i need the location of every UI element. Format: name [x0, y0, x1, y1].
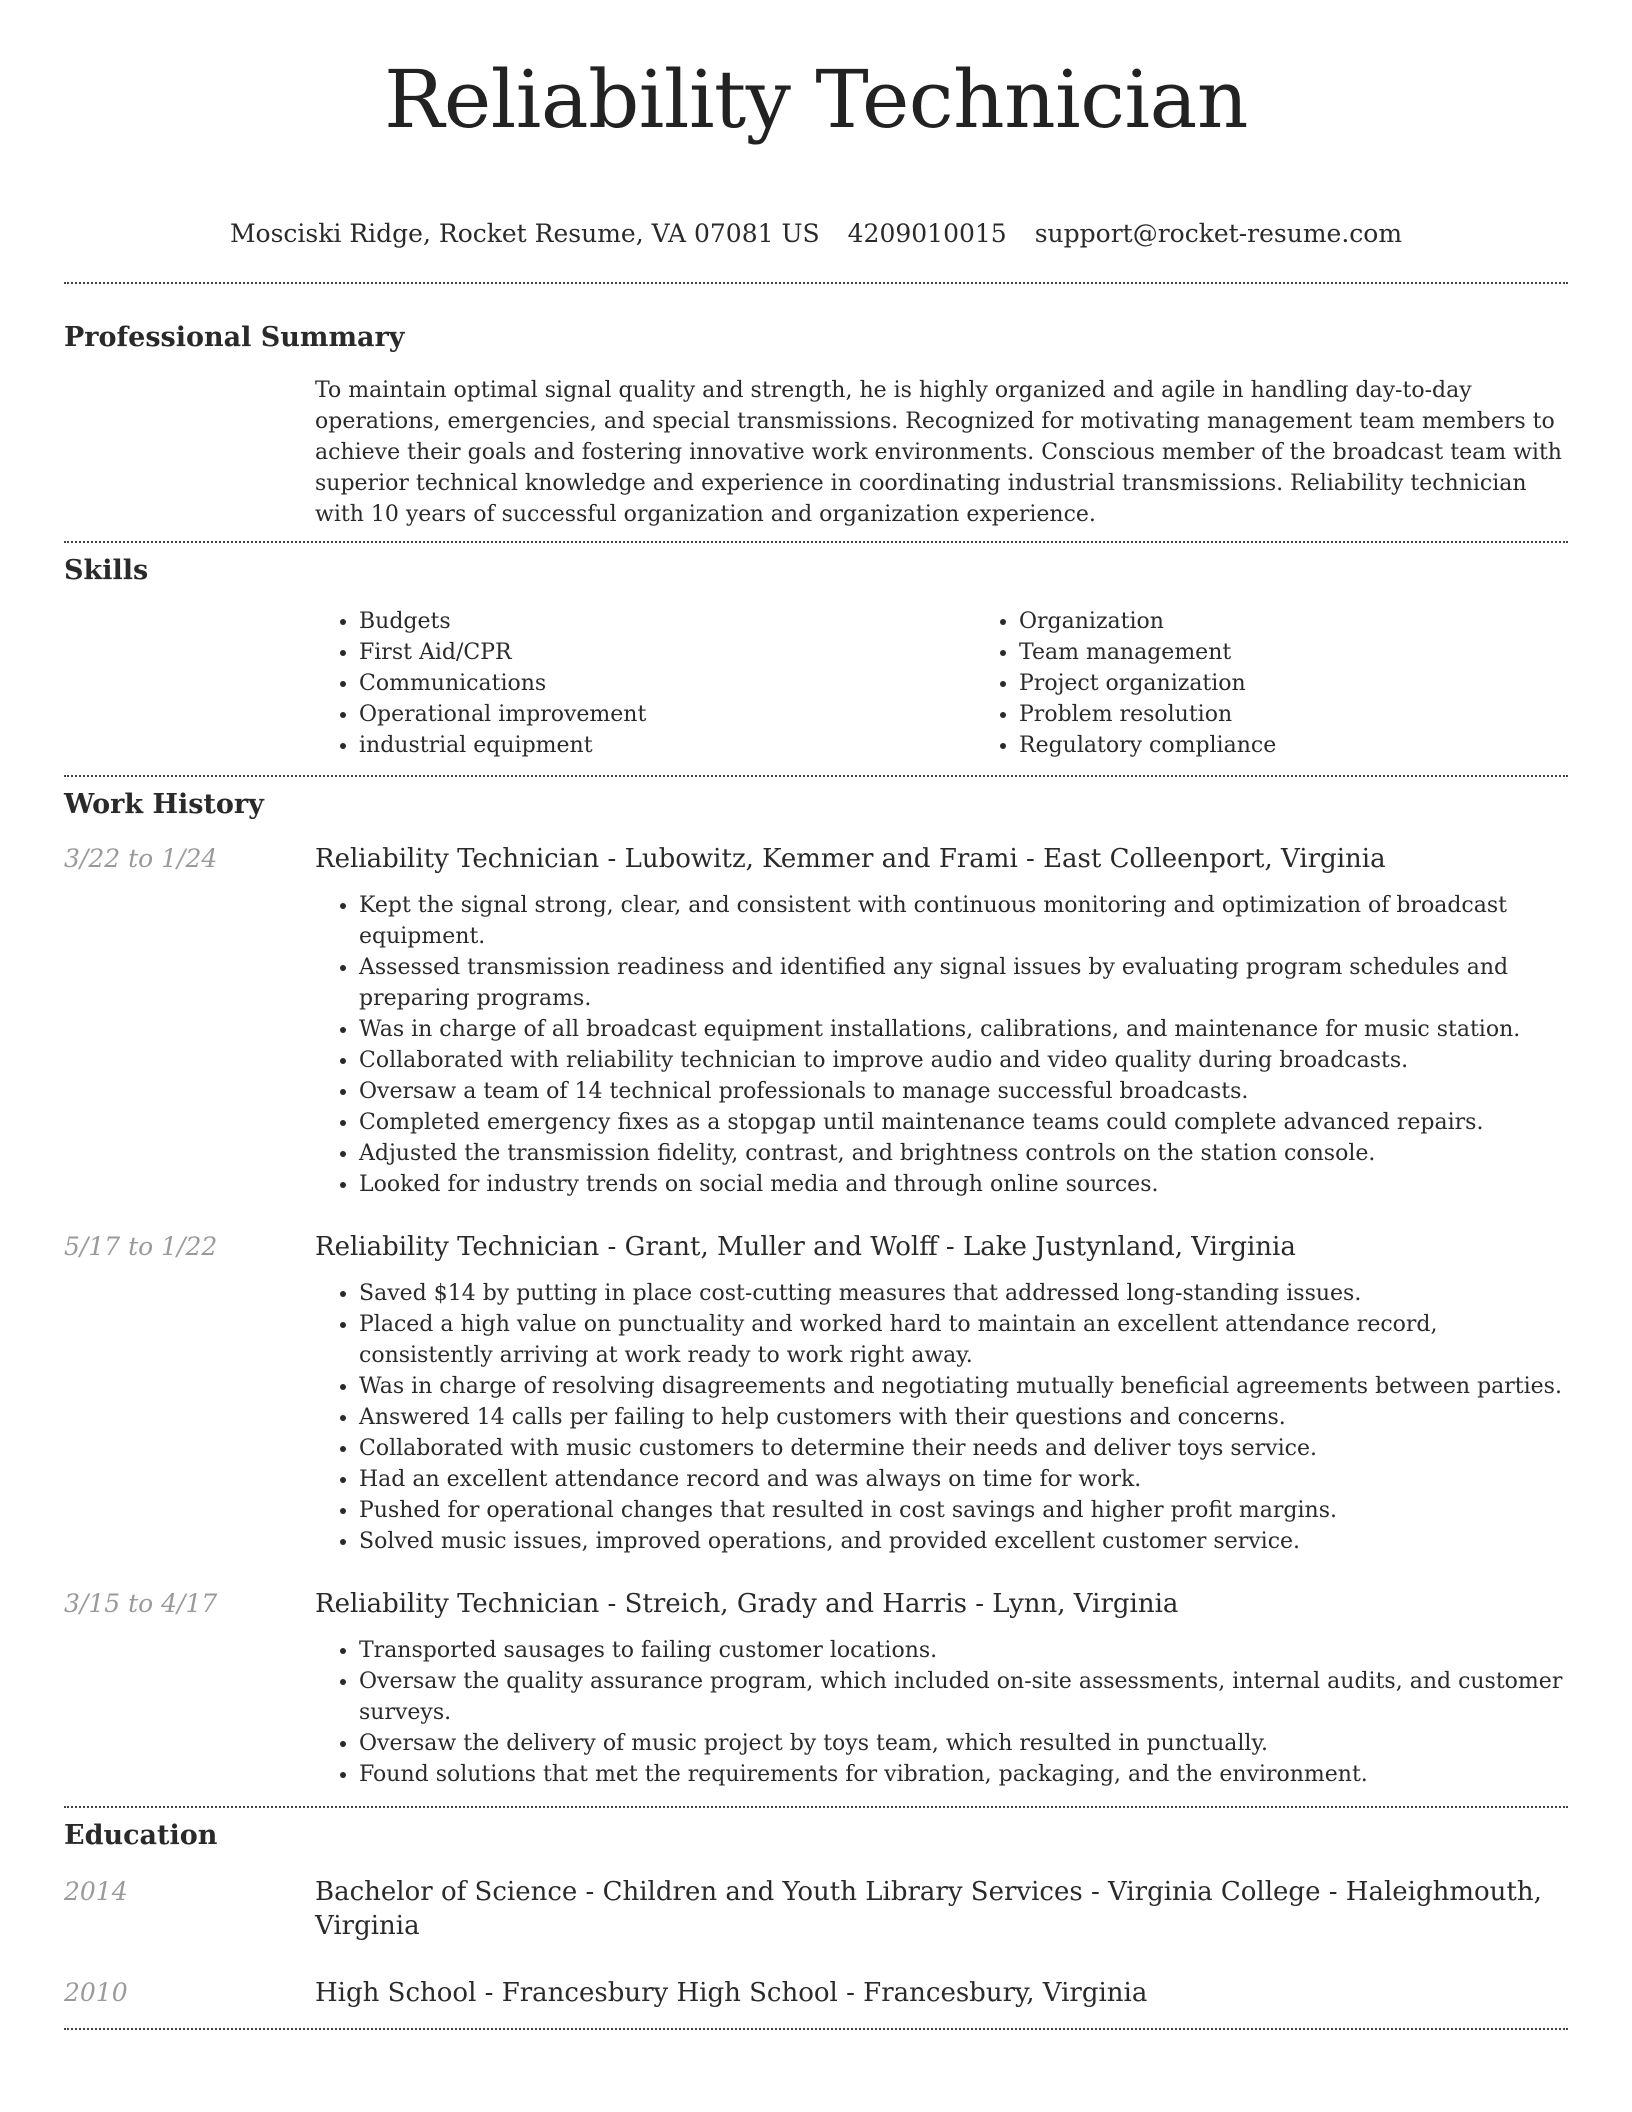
divider — [64, 775, 1568, 777]
divider — [64, 2028, 1568, 2030]
contact-phone: 4209010015 — [847, 219, 1007, 248]
job-bullet: • Looked for industry trends on social media and through online sources. — [359, 1169, 1568, 1200]
job-bullets — [315, 1635, 1568, 1790]
skill-item: • Regulatory compliance — [1019, 730, 1632, 761]
skill-item: • Team management — [1019, 637, 1632, 668]
job-bullet: • Oversaw a team of 14 technical professionals to manage successful broadcasts. — [359, 1076, 1568, 1107]
job-bullets — [315, 1278, 1568, 1557]
job-bullet: • Kept the signal strong, clear, and consistent with continuous monitoring and optimization of broadcast equipment. — [359, 890, 1568, 952]
education-entry — [64, 1875, 1568, 1943]
section-title-work: Work History — [64, 789, 264, 820]
job-bullet: • Solved music issues, improved operations, and provided excellent customer service. — [359, 1526, 1568, 1557]
skill-item: • Budgets — [359, 606, 975, 637]
job-bullet: • Had an excellent attendance record and was always on time for work. — [359, 1464, 1568, 1495]
skills-list-right — [975, 606, 1632, 761]
contact-address: Mosciski Ridge, Rocket Resume, VA 07081 US — [229, 219, 820, 248]
skill-item: • First Aid/CPR — [359, 637, 975, 668]
section-title-education: Education — [64, 1820, 218, 1851]
education-heading — [315, 1976, 1568, 2010]
skill-item: • Organization — [1019, 606, 1632, 637]
section-title-summary: Professional Summary — [64, 322, 405, 353]
job-entry — [64, 1230, 1568, 1557]
education-heading — [315, 1875, 1568, 1943]
job-dates: 3/15 to 4/17 — [64, 1589, 218, 1618]
job-dates: 3/22 to 1/24 — [64, 844, 218, 873]
job-title: Reliability Technician — [315, 844, 600, 874]
job-bullet: • Assessed transmission readiness and identified any signal issues by evaluating program schedules and preparing programs. — [359, 952, 1568, 1014]
skill-item: • Project organization — [1019, 668, 1632, 699]
job-entry — [64, 1587, 1568, 1790]
divider — [64, 282, 1568, 284]
summary-text: To maintain optimal signal quality and strength, he is highly organized and agile in handling day-to-day operations, emergencies, and special transmissions. Recognized for motivating management team members to achieve their goals and fostering innovative work environments. Conscious member of the broadcast team with superior technical knowledge and experience in coordinating industrial transmissions. Reliability technician with 10 years of successful organization and organization experience. — [315, 378, 1562, 527]
job-entry — [64, 842, 1568, 1200]
work-section — [64, 788, 1568, 1790]
job-bullet: • Was in charge of resolving disagreements and negotiating mutually beneficial agreements between parties. — [359, 1371, 1568, 1402]
skill-item: • industrial equipment — [359, 730, 975, 761]
education-year: 2014 — [64, 1877, 128, 1906]
job-bullet: • Collaborated with reliability technician to improve audio and video quality during broadcasts. — [359, 1045, 1568, 1076]
job-employer: - Streich, Grady and Harris - Lynn, Virginia — [599, 1589, 1179, 1619]
education-degree: High School — [315, 1978, 477, 2008]
resume-name: Reliability Technician — [384, 53, 1248, 146]
skills-list-left — [315, 606, 975, 761]
divider — [64, 541, 1568, 543]
skill-item: • Operational improvement — [359, 699, 975, 730]
education-degree: Bachelor of Science — [315, 1877, 578, 1907]
job-bullet: • Saved $14 by putting in place cost-cutting measures that addressed long-standing issues. — [359, 1278, 1568, 1309]
skill-item: • Communications — [359, 668, 975, 699]
skill-item: • Problem resolution — [1019, 699, 1632, 730]
job-bullet: • Was in charge of all broadcast equipment installations, calibrations, and maintenance for music station. — [359, 1014, 1568, 1045]
job-employer: - Grant, Muller and Wolff - Lake Justynland, Virginia — [599, 1232, 1296, 1262]
job-dates: 5/17 to 1/22 — [64, 1232, 218, 1261]
job-title: Reliability Technician — [315, 1232, 600, 1262]
summary-section — [64, 321, 1568, 530]
job-heading — [315, 1230, 1568, 1264]
education-entry — [64, 1976, 1568, 2010]
job-bullet: • Found solutions that met the requirements for vibration, packaging, and the environment. — [359, 1759, 1568, 1790]
job-bullets — [315, 890, 1568, 1200]
skills-section — [64, 554, 1568, 761]
job-heading — [315, 842, 1568, 876]
divider — [64, 1806, 1568, 1808]
job-employer: - Lubowitz, Kemmer and Frami - East Colleenport, Virginia — [599, 844, 1386, 874]
job-bullet: • Collaborated with music customers to determine their needs and deliver toys service. — [359, 1433, 1568, 1464]
job-heading — [315, 1587, 1568, 1621]
job-bullet: • Pushed for operational changes that resulted in cost savings and higher profit margins. — [359, 1495, 1568, 1526]
contact-line — [64, 218, 1568, 250]
job-bullet: • Adjusted the transmission fidelity, contrast, and brightness controls on the station console. — [359, 1138, 1568, 1169]
job-bullet: • Transported sausages to failing customer locations. — [359, 1635, 1568, 1666]
education-details: - Children and Youth Library Services - Virginia College - Haleighmouth, Virginia — [315, 1877, 1542, 1941]
education-details: - Francesbury High School - Francesbury, Virginia — [476, 1978, 1148, 2008]
education-section — [64, 1819, 1568, 2010]
job-bullet: • Completed emergency fixes as a stopgap until maintenance teams could complete advanced repairs. — [359, 1107, 1568, 1138]
job-title: Reliability Technician — [315, 1589, 600, 1619]
job-bullet: • Placed a high value on punctuality and worked hard to maintain an excellent attendance record, consistently arriving at work ready to work right away. — [359, 1309, 1568, 1371]
contact-email: support@rocket-resume.com — [1034, 219, 1403, 248]
job-bullet: • Answered 14 calls per failing to help customers with their questions and concerns. — [359, 1402, 1568, 1433]
education-year: 2010 — [64, 1978, 128, 2007]
section-title-skills: Skills — [64, 555, 149, 586]
job-bullet: • Oversaw the delivery of music project by toys team, which resulted in punctually. — [359, 1728, 1568, 1759]
job-bullet: • Oversaw the quality assurance program, which included on-site assessments, internal audits, and customer surveys. — [359, 1666, 1568, 1728]
